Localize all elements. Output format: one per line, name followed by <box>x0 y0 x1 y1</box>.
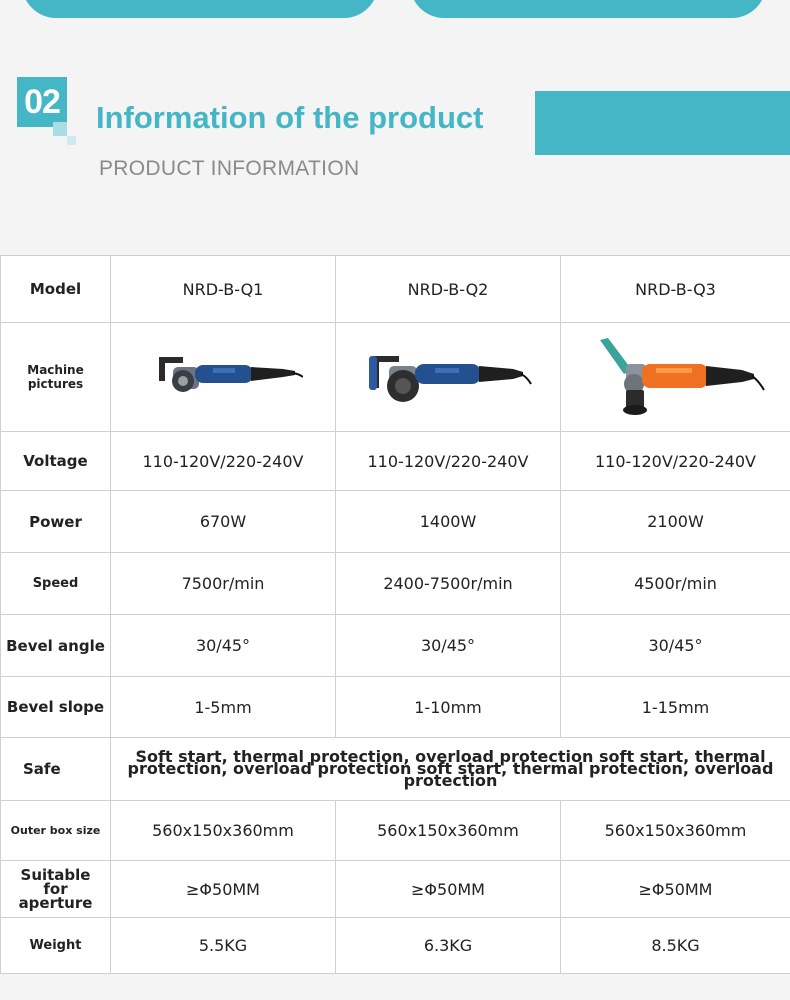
weight-q3: 8.5KG <box>561 918 790 974</box>
row-label-model: Model <box>1 256 111 323</box>
speed-q2: 2400-7500r/min <box>336 553 561 615</box>
row-label-bevel-slope: Bevel slope <box>1 677 111 738</box>
table-row-weight <box>1 918 790 974</box>
row-label-aperture: Suitable for aperture <box>1 861 111 918</box>
bevel-slope-q3: 1-15mm <box>561 677 790 738</box>
model-q3: NRD-B-Q3 <box>561 256 790 323</box>
section-title: Information of the product <box>96 100 484 135</box>
aperture-q2: ≥Φ50MM <box>336 861 561 918</box>
model-q1: NRD-B-Q1 <box>111 256 336 323</box>
voltage-q2: 110-120V/220-240V <box>336 432 561 491</box>
weight-q2: 6.3KG <box>336 918 561 974</box>
badge-decoration <box>53 122 67 136</box>
bevel-angle-q3: 30/45° <box>561 615 790 677</box>
outer-box-q2: 560x150x360mm <box>336 801 561 861</box>
section-number: 02 <box>24 83 60 121</box>
voltage-q3: 110-120V/220-240V <box>561 432 790 491</box>
table-row-pictures <box>1 323 790 432</box>
row-label-weight: Weight <box>1 918 111 974</box>
table-row-speed <box>1 553 790 615</box>
voltage-q1: 110-120V/220-240V <box>111 432 336 491</box>
machine-picture-q1 <box>111 323 336 432</box>
beveling-machine-q3-image <box>586 334 766 420</box>
power-q2: 1400W <box>336 491 561 553</box>
row-label-outer-box: Outer box size <box>1 801 111 861</box>
table-row-power <box>1 491 790 553</box>
speed-q3: 4500r/min <box>561 553 790 615</box>
speed-q1: 7500r/min <box>111 553 336 615</box>
row-label-voltage: Voltage <box>1 432 111 491</box>
row-label-power: Power <box>1 491 111 553</box>
table-row-bevel-slope <box>1 677 790 738</box>
row-label-bevel-angle: Bevel angle <box>1 615 111 677</box>
table-row-outer-box <box>1 801 790 861</box>
machine-picture-q3 <box>561 323 790 432</box>
bevel-slope-q2: 1-10mm <box>336 677 561 738</box>
top-tab-left <box>22 0 378 18</box>
bevel-slope-q1: 1-5mm <box>111 677 336 738</box>
title-accent-bar <box>535 91 790 155</box>
bevel-angle-q2: 30/45° <box>336 615 561 677</box>
outer-box-q3: 560x150x360mm <box>561 801 790 861</box>
bevel-angle-q1: 30/45° <box>111 615 336 677</box>
weight-q1: 5.5KG <box>111 918 336 974</box>
table-row-model <box>1 256 790 323</box>
aperture-q3: ≥Φ50MM <box>561 861 790 918</box>
power-q1: 670W <box>111 491 336 553</box>
row-label-safe: Safe <box>1 738 111 801</box>
product-spec-table <box>0 255 790 974</box>
table-row-safe <box>1 738 790 801</box>
table-row-bevel-angle <box>1 615 790 677</box>
table-row-aperture <box>1 861 790 918</box>
power-q3: 2100W <box>561 491 790 553</box>
machine-picture-q2 <box>336 323 561 432</box>
row-label-pictures: Machine pictures <box>1 323 111 432</box>
section-subtitle: PRODUCT INFORMATION <box>99 157 360 180</box>
table-row-voltage <box>1 432 790 491</box>
safe-features: Soft start, thermal protection, overload protection soft start, thermal protection, overload protection soft start, thermal protection, overload protection <box>111 738 790 801</box>
aperture-q1: ≥Φ50MM <box>111 861 336 918</box>
row-label-speed: Speed <box>1 553 111 615</box>
top-tab-right <box>410 0 766 18</box>
angle-grinder-q1-image <box>143 347 303 407</box>
model-q2: NRD-B-Q2 <box>336 256 561 323</box>
angle-grinder-q2-image <box>363 344 533 410</box>
outer-box-q1: 560x150x360mm <box>111 801 336 861</box>
badge-decoration-small <box>67 136 76 145</box>
